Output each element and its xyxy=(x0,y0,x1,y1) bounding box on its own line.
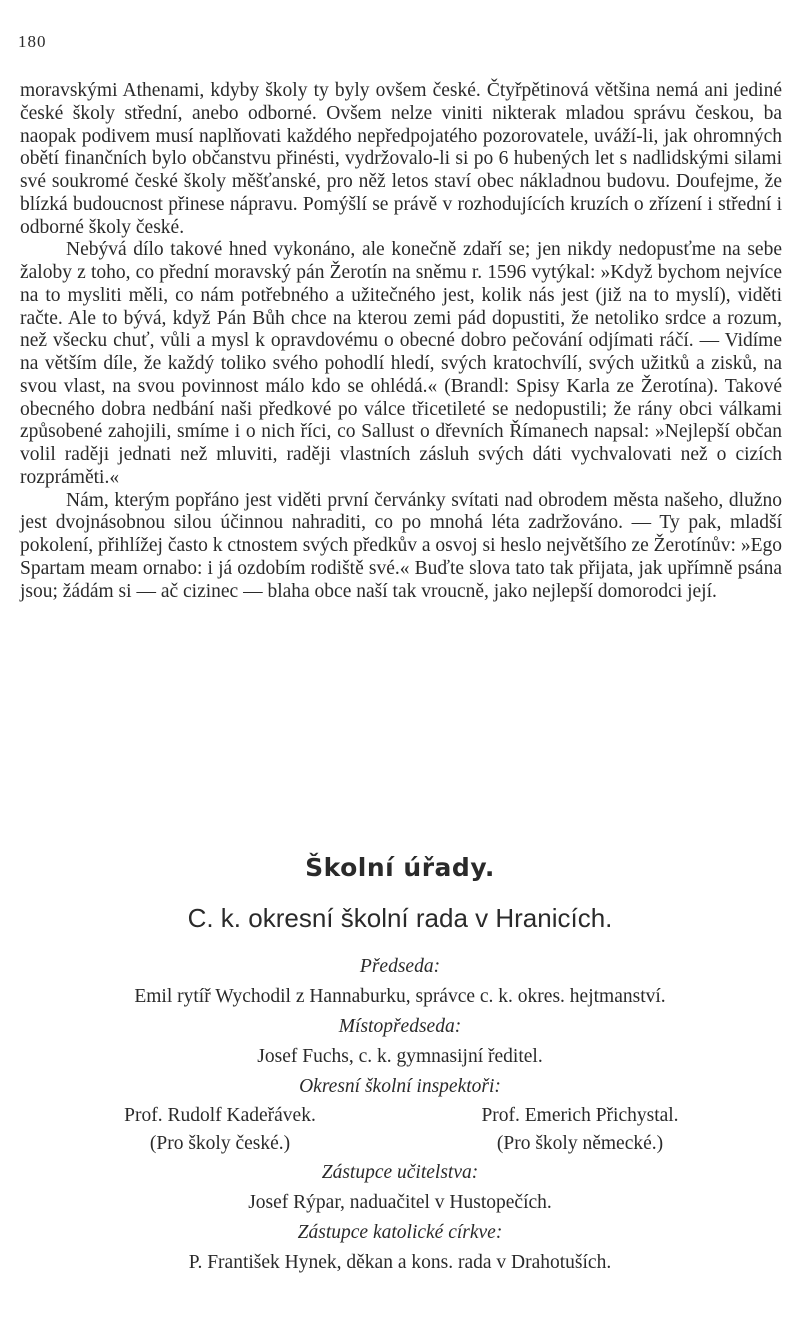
inspector-czech xyxy=(80,1102,360,1158)
section-subtitle: C. k. okresní školní rada v Hranicích. xyxy=(187,903,613,933)
inspector-note: (Pro školy české.) xyxy=(149,1133,291,1154)
page-number: 180 xyxy=(18,32,47,51)
church-rep-heading: Zástupce katolické církve: xyxy=(297,1222,503,1243)
church-rep-name: P. František Hynek, děkan a kons. rada v Drahotuších. xyxy=(188,1252,612,1273)
body-text xyxy=(20,80,782,603)
inspectors-heading: Okresní školní inspektoři: xyxy=(299,1076,501,1097)
paragraph-1: moravskými Athenami, kdyby školy ty byly ovšem české. Čtyřpětinová většina nemá ani jediné české školy střední, anebo odborné. Ovšem nelze viniti nikterak mladou správu českou, ba naopak podivem musí naplňovati každého nepředpojatého pozorovatele, uváží-li, jak ohromných obětí finančních bylo občanstvu přinésti, vydržovalo-li si po 6 hubených let s nadlidskými silami své soukromé české školy měšťanské, pro něž letos staví obec nákladnou budovu. Doufejme, že blízká budoucnost přinese nápravu. Pomýšlí se právě v rozhodujících kruzích o zřízení i střední i odborné školy české. xyxy=(20,80,782,238)
inspector-note: (Pro školy německé.) xyxy=(496,1133,664,1154)
paragraph-3: Nám, kterým popřáno jest viděti první červánky svítati nad obrodem města našeho, dlužno jest dvojnásobnou silou účinnou nahraditi, co po mnohá léta zadržováno. — Ty pak, mladší pokolení, přihlížej často k ctnostem svých předkův a osvoj si heslo největšího ze Žerotínův: »Ego Spartam meam ornabo: i já ozdobím rodiště své.« Buďte slova tato tak přijata, jak upřímně psána jsou; žádám si — ač cizinec — blaha obce naší tak vroucně, jako nejlepší domorodci její. xyxy=(20,489,782,602)
vice-chairman-name: Josef Fuchs, c. k. gymnasijní ředitel. xyxy=(257,1046,543,1067)
teachers-rep-heading: Zástupce učitelstva: xyxy=(321,1162,479,1183)
chairman-heading: Předseda: xyxy=(359,956,441,977)
vice-chairman-heading: Místopředseda: xyxy=(338,1016,462,1037)
inspector-name: Prof. Rudolf Kadeřávek. xyxy=(124,1105,316,1126)
inspector-name: Prof. Emerich Přichystal. xyxy=(481,1105,679,1126)
inspector-german xyxy=(440,1102,720,1158)
roles-list xyxy=(0,952,800,1278)
chairman-name: Emil rytíř Wychodil z Hannaburku, správce c. k. okres. hejtmanství. xyxy=(134,986,666,1007)
section-title: Školní úřady. xyxy=(305,853,495,882)
teachers-rep-name: Josef Rýpar, naduačitel v Hustopečích. xyxy=(248,1192,552,1213)
paragraph-2: Nebývá dílo takové hned vykonáno, ale konečně zdaří se; jen nikdy nedopusťme na sebe žaloby z toho, co přední moravský pán Žerotín na sněmu r. 1596 vytýkal: »Když bychom nejvíce na to mysliti měli, co nám potřebného a užitečného jest, kolik nás jest (již na to myslí), viděti račte. Ale to bývá, když Pán Bůh chce na kterou zemi pád dopustiti, že netoliko srdce a rozum, než všecku chuť, vůli a mysl k opravdovému o obecné dobro pečování odjímati ráčí. — Vidíme na větším díle, že každý toliko svého pohodlí hledí, svých kratochvílí, svých užitků a zisků, na svou vlast, na svou povinnost málo kdo se ohlédá.« (Brandl: Spisy Karla ze Žerotína). Takové obecného dobra nedbání naši předkové po válce třicetileté se nedopustili; že rány obci válkami způsobené zahojili, smíme i o nich říci, co Sallust o dřevních Římanech napsal: »Nejlepší občan volil raději jednati než mluviti, raději vlastních zásluh svých dáti vychvalovati než o cizích rozpráměti.« xyxy=(20,239,782,488)
inspectors-columns xyxy=(0,1102,800,1158)
